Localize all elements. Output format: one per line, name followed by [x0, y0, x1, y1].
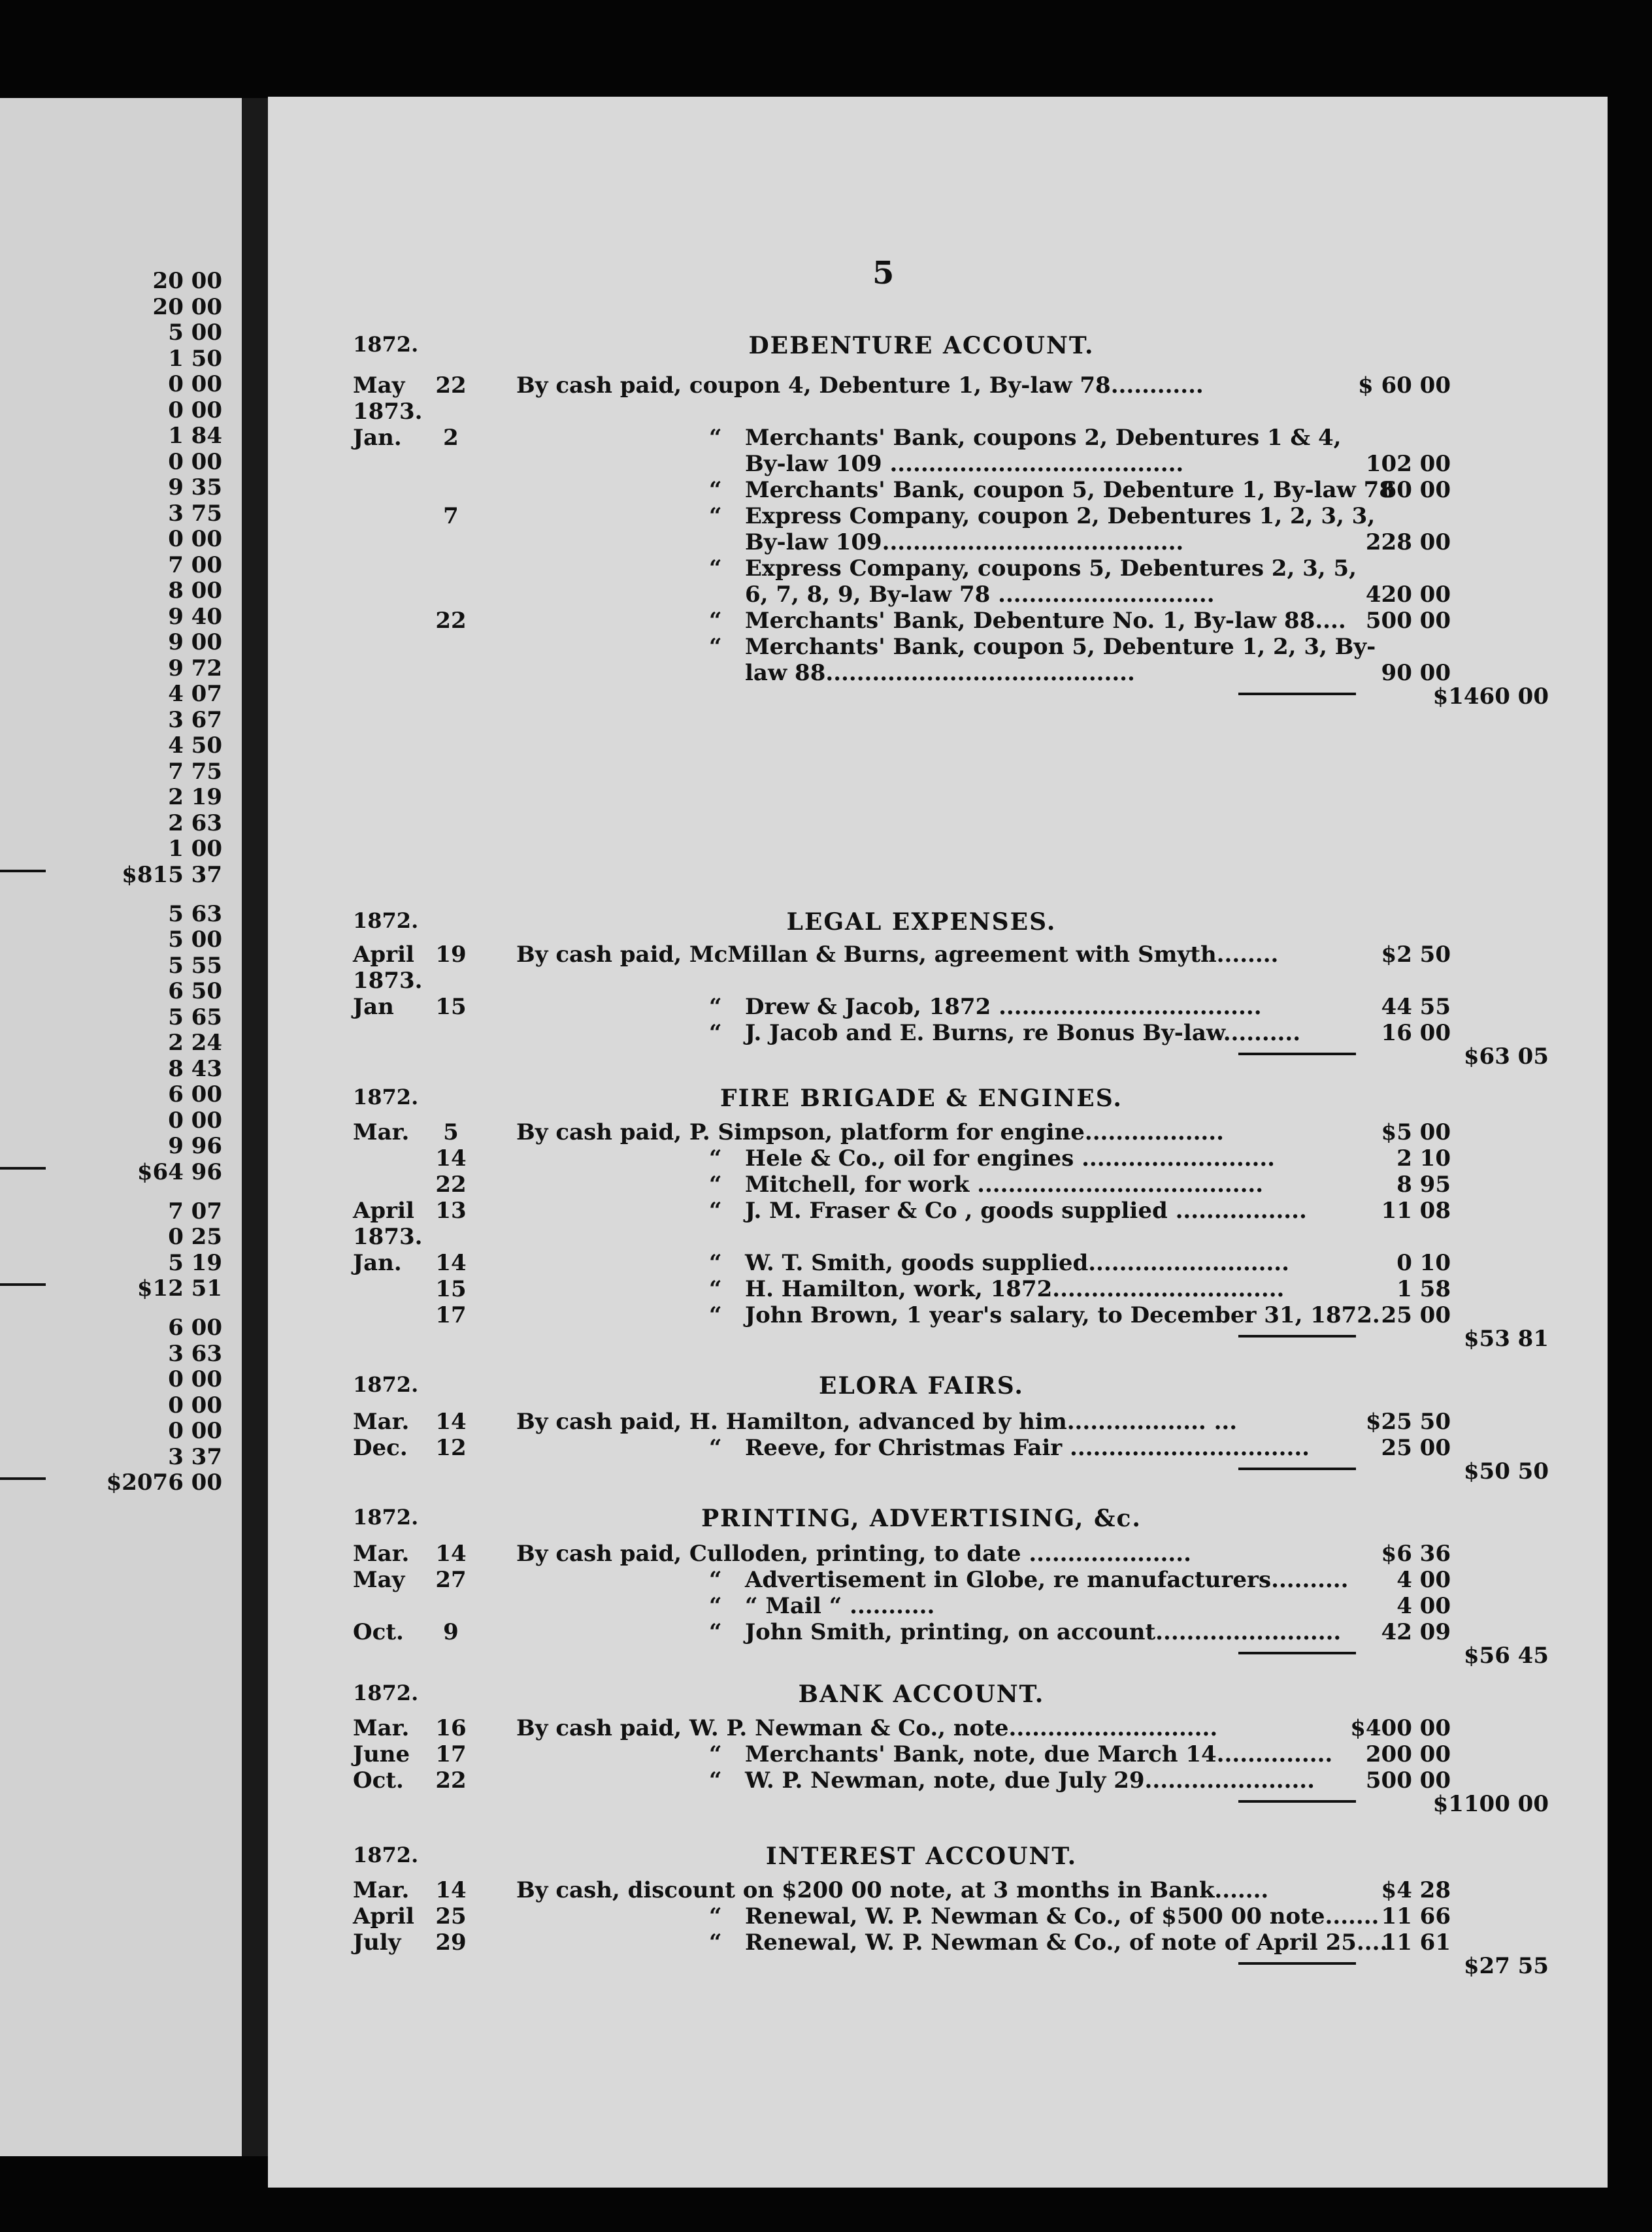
row-day: 16 [435, 1715, 467, 1741]
row-amount: 11 66 [1381, 1903, 1451, 1929]
row-day: 17 [435, 1302, 467, 1328]
ledger-row [353, 529, 1549, 557]
previous-page-rule [0, 1167, 46, 1170]
row-amount: 11 08 [1381, 1198, 1451, 1224]
previous-page-figure: 20 00 [152, 268, 222, 294]
previous-page-figure: 4 07 [168, 681, 222, 707]
ledger-row [353, 1172, 1549, 1199]
row-day: 22 [435, 1172, 467, 1198]
section-total: $63 05 [1463, 1043, 1549, 1070]
row-amount: 60 00 [1381, 477, 1451, 503]
section-year: 1872. [353, 1085, 419, 1109]
row-date: Mar. [353, 1541, 410, 1567]
row-desc: Hele & Co., oil for engines ......................... [745, 1145, 1276, 1172]
row-day: 14 [435, 1877, 467, 1903]
section-year: 1872. [353, 1505, 419, 1530]
row-ditto: “ [709, 1567, 722, 1593]
row-day: 12 [435, 1435, 467, 1461]
previous-page-figure: 9 72 [168, 655, 222, 681]
section-total: $1460 00 [1432, 683, 1549, 710]
row-date: Mar. [353, 1715, 410, 1741]
row-desc: W. T. Smith, goods supplied.......................... [745, 1250, 1289, 1276]
row-lead: By cash paid, Culloden, printing, to date ..................... [516, 1541, 1191, 1567]
row-amount: 228 00 [1365, 529, 1451, 555]
row-day: 15 [435, 994, 467, 1020]
row-amount: $2 50 [1381, 942, 1451, 968]
row-day: 2 [443, 425, 459, 451]
section-total-row [353, 1458, 1549, 1486]
ledger-row [353, 399, 1549, 426]
section-year: 1872. [353, 1372, 419, 1397]
section-year: 1872. [353, 332, 419, 357]
ledger-page [268, 97, 1608, 2188]
ledger-row [353, 634, 1549, 661]
previous-page-figure: 5 65 [168, 1004, 222, 1030]
section-total-row [353, 1643, 1549, 1670]
previous-page-figure: 2 19 [168, 784, 222, 810]
ledger-row [353, 1119, 1549, 1147]
row-desc: Merchants' Bank, note, due March 14............... [745, 1741, 1333, 1767]
previous-page-figure: 0 25 [168, 1224, 222, 1250]
section-total: $27 55 [1463, 1953, 1549, 1979]
row-desc: Advertisement in Globe, re manufacturers.......... [745, 1567, 1349, 1593]
row-amount: $6 36 [1381, 1541, 1451, 1567]
row-desc: By-law 109....................................... [745, 529, 1184, 555]
ledger-row [353, 968, 1549, 995]
row-amount: $ 60 00 [1358, 372, 1451, 399]
row-desc: Express Company, coupon 2, Debentures 1, 2, 3, 3, [745, 503, 1376, 529]
previous-page-figure: 5 00 [168, 320, 222, 346]
section-title: LEGAL EXPENSES. [786, 908, 1057, 936]
section-title: BANK ACCOUNT. [798, 1681, 1045, 1708]
row-ditto: “ [709, 994, 722, 1020]
ledger-row [353, 1877, 1549, 1905]
row-ditto: “ [709, 634, 722, 660]
row-day: 27 [435, 1567, 467, 1593]
row-desc: “ Mail “ ........... [745, 1593, 935, 1619]
row-desc: Merchants' Bank, coupon 5, Debenture 1, By-law 78 [745, 477, 1395, 503]
ledger-row [353, 555, 1549, 583]
ledger-row [353, 1593, 1549, 1620]
previous-page-figure: 6 00 [168, 1081, 222, 1108]
previous-page-figure: 3 67 [168, 706, 222, 733]
row-amount: 102 00 [1365, 451, 1451, 477]
previous-page-figure: 3 37 [168, 1443, 222, 1470]
previous-page-figure: 7 75 [168, 758, 222, 785]
row-desc: 6, 7, 8, 9, By-law 78 ............................ [745, 582, 1215, 608]
ledger-row [353, 477, 1549, 504]
ledger-row [353, 942, 1549, 969]
row-desc: law 88........................................ [745, 660, 1135, 686]
previous-page-figure: 9 00 [168, 629, 222, 655]
previous-page-figure: $2076 00 [106, 1469, 222, 1496]
row-desc: Merchants' Bank, coupons 2, Debentures 1 & 4, [745, 425, 1342, 451]
row-ditto: “ [709, 1767, 722, 1794]
row-desc: Renewal, W. P. Newman & Co., of note of April 25.... [745, 1929, 1388, 1956]
row-date: Mar. [353, 1877, 410, 1903]
row-desc: Express Company, coupons 5, Debentures 2, 3, 5, [745, 555, 1357, 582]
row-day: 19 [435, 942, 467, 968]
row-day: 17 [435, 1741, 467, 1767]
row-desc: H. Hamilton, work, 1872.............................. [745, 1276, 1285, 1302]
row-desc: W. P. Newman, note, due July 29...................... [745, 1767, 1315, 1794]
previous-page-rule [0, 1477, 46, 1480]
previous-page-figure: 2 24 [168, 1030, 222, 1056]
row-desc: Merchants' Bank, coupon 5, Debenture 1, 2, 3, By- [745, 634, 1376, 660]
previous-page-figure: 7 00 [168, 551, 222, 578]
row-date: Jan. [353, 425, 402, 451]
row-ditto: “ [709, 1903, 722, 1929]
section-total-row [353, 1791, 1549, 1818]
row-desc: Drew & Jacob, 1872 .................................. [745, 994, 1262, 1020]
previous-page-figure: 1 84 [168, 423, 222, 449]
ledger-row [353, 994, 1549, 1021]
row-desc: Mitchell, for work ..................................... [745, 1172, 1264, 1198]
ledger-row [353, 1250, 1549, 1277]
previous-page-edge [0, 98, 244, 2156]
row-day: 14 [435, 1145, 467, 1172]
row-ditto: “ [709, 1250, 722, 1276]
row-amount: 4 00 [1396, 1593, 1451, 1619]
row-date: 1873. [353, 399, 423, 425]
previous-page-figure: 0 00 [168, 1418, 222, 1444]
row-amount: 42 09 [1381, 1619, 1451, 1645]
row-day: 14 [435, 1250, 467, 1276]
row-amount: 8 95 [1396, 1172, 1451, 1198]
row-day: 13 [435, 1198, 467, 1224]
row-date: Mar. [353, 1119, 410, 1145]
row-ditto: “ [709, 425, 722, 451]
row-date: May [353, 372, 405, 399]
ledger-row [353, 582, 1549, 609]
previous-page-figure: 3 63 [168, 1340, 222, 1367]
previous-page-rule [0, 870, 46, 872]
row-amount: 25 00 [1381, 1302, 1451, 1328]
previous-page-figure: 1 50 [168, 345, 222, 372]
row-date: Dec. [353, 1435, 408, 1461]
previous-page-figure: 0 00 [168, 1366, 222, 1392]
row-date: April [353, 942, 414, 968]
row-ditto: “ [709, 608, 722, 634]
row-day: 14 [435, 1541, 467, 1567]
row-lead: By cash paid, McMillan & Burns, agreement with Smyth........ [516, 942, 1279, 968]
row-lead: By cash, discount on $200 00 note, at 3 months in Bank....... [516, 1877, 1269, 1903]
row-day: 22 [435, 608, 467, 634]
ledger-row [353, 372, 1549, 400]
row-lead: By cash paid, H. Hamilton, advanced by him.................. ... [516, 1409, 1238, 1435]
previous-page-figure: 5 19 [168, 1249, 222, 1276]
section-title: ELORA FAIRS. [819, 1372, 1024, 1400]
previous-page-figure: 0 00 [168, 448, 222, 475]
previous-page-figure: 6 00 [168, 1315, 222, 1341]
ledger-row [353, 1715, 1549, 1743]
row-date: April [353, 1903, 414, 1929]
row-desc: John Smith, printing, on account........................ [745, 1619, 1342, 1645]
row-amount: $5 00 [1381, 1119, 1451, 1145]
ledger-row [353, 1276, 1549, 1304]
row-day: 5 [443, 1119, 459, 1145]
ledger-row [353, 1198, 1549, 1225]
section-total: $56 45 [1463, 1643, 1549, 1669]
row-desc: Reeve, for Christmas Fair ............................... [745, 1435, 1310, 1461]
previous-page-figure: 9 40 [168, 603, 222, 630]
ledger-row [353, 503, 1549, 531]
row-ditto: “ [709, 1619, 722, 1645]
previous-page-figure: 2 63 [168, 810, 222, 836]
ledger-row [353, 1903, 1549, 1931]
section-title: INTEREST ACCOUNT. [765, 1843, 1078, 1870]
previous-page-figure: 0 00 [168, 1107, 222, 1134]
row-date: Oct. [353, 1619, 404, 1645]
row-date: Jan. [353, 1250, 402, 1276]
ledger-row [353, 1741, 1549, 1769]
section-title: DEBENTURE ACCOUNT. [748, 332, 1095, 359]
ledger-row [353, 1409, 1549, 1436]
ledger-row [353, 608, 1549, 635]
section-title: PRINTING, ADVERTISING, &c. [701, 1505, 1142, 1532]
row-desc: J. M. Fraser & Co , goods supplied ................. [745, 1198, 1307, 1224]
row-amount: 500 00 [1365, 608, 1451, 634]
row-date: May [353, 1567, 405, 1593]
ledger-row [353, 1145, 1549, 1173]
row-day: 29 [435, 1929, 467, 1956]
row-ditto: “ [709, 503, 722, 529]
row-desc: J. Jacob and E. Burns, re Bonus By-law.......... [745, 1020, 1301, 1046]
row-ditto: “ [709, 1145, 722, 1172]
previous-page-figure: 5 00 [168, 927, 222, 953]
row-ditto: “ [709, 1593, 722, 1619]
row-lead: By cash paid, W. P. Newman & Co., note........................... [516, 1715, 1218, 1741]
row-amount: 25 00 [1381, 1435, 1451, 1461]
previous-page-figure: 3 75 [168, 500, 222, 527]
row-ditto: “ [709, 1741, 722, 1767]
row-day: 7 [443, 503, 459, 529]
row-date: 1873. [353, 968, 423, 994]
row-ditto: “ [709, 1929, 722, 1956]
section-total-row [353, 1953, 1549, 1980]
row-day: 9 [443, 1619, 459, 1645]
previous-page-rule [0, 1283, 46, 1286]
previous-page-figure: 8 00 [168, 578, 222, 604]
row-date: Jan [353, 994, 394, 1020]
ledger-row [353, 1567, 1549, 1594]
row-lead: By cash paid, P. Simpson, platform for engine.................. [516, 1119, 1224, 1145]
row-amount: 0 10 [1396, 1250, 1451, 1276]
previous-page-figure: 5 55 [168, 952, 222, 979]
section-year: 1872. [353, 1843, 419, 1867]
row-date: Mar. [353, 1409, 410, 1435]
previous-page-figure: $815 37 [122, 861, 222, 888]
section-year: 1872. [353, 908, 419, 933]
row-date: July [353, 1929, 401, 1956]
previous-page-figure: 0 00 [168, 526, 222, 552]
section-total-row [353, 1043, 1549, 1071]
row-date: 1873. [353, 1224, 423, 1250]
ledger-row [353, 425, 1549, 452]
section-title: FIRE BRIGADE & ENGINES. [720, 1085, 1123, 1112]
previous-page-figure: 0 00 [168, 1392, 222, 1419]
row-desc: Renewal, W. P. Newman & Co., of $500 00 note....... [745, 1903, 1379, 1929]
previous-page-figure: 5 63 [168, 900, 222, 927]
book-spine [242, 98, 268, 2156]
ledger-row [353, 1541, 1549, 1568]
ledger-row [353, 451, 1549, 478]
previous-page-figure: 7 07 [168, 1198, 222, 1224]
previous-page-figure: 0 00 [168, 397, 222, 423]
row-amount: 16 00 [1381, 1020, 1451, 1046]
row-ditto: “ [709, 1020, 722, 1046]
row-amount: 2 10 [1396, 1145, 1451, 1172]
section-total-row [353, 683, 1549, 711]
row-ditto: “ [709, 477, 722, 503]
row-amount: 44 55 [1381, 994, 1451, 1020]
row-amount: $25 50 [1365, 1409, 1451, 1435]
row-lead: By cash paid, coupon 4, Debenture 1, By-law 78............ [516, 372, 1204, 399]
section-total-row [353, 1326, 1549, 1353]
previous-page-figure: $12 51 [137, 1275, 222, 1302]
previous-page-figure: 8 43 [168, 1055, 222, 1082]
row-day: 22 [435, 1767, 467, 1794]
row-ditto: “ [709, 555, 722, 582]
previous-page-figure: 4 50 [168, 732, 222, 759]
row-date: April [353, 1198, 414, 1224]
row-desc: John Brown, 1 year's salary, to December 31, 1872. [745, 1302, 1380, 1328]
row-day: 22 [435, 372, 467, 399]
row-amount: $400 00 [1350, 1715, 1451, 1741]
row-amount: 1 58 [1396, 1276, 1451, 1302]
section-year: 1872. [353, 1681, 419, 1705]
previous-page-figure: 6 50 [168, 978, 222, 1004]
row-day: 25 [435, 1903, 467, 1929]
previous-page-figure: $64 96 [137, 1158, 222, 1185]
row-day: 15 [435, 1276, 467, 1302]
row-day: 14 [435, 1409, 467, 1435]
row-ditto: “ [709, 1302, 722, 1328]
row-date: Oct. [353, 1767, 404, 1794]
row-amount: 420 00 [1365, 582, 1451, 608]
page-number: 5 [872, 255, 895, 291]
ledger-row [353, 1224, 1549, 1251]
previous-page-figure: 20 00 [152, 293, 222, 320]
section-total: $53 81 [1463, 1326, 1549, 1352]
previous-page-figure: 9 96 [168, 1133, 222, 1159]
row-amount: 11 61 [1381, 1929, 1451, 1956]
row-ditto: “ [709, 1198, 722, 1224]
section-total: $50 50 [1463, 1458, 1549, 1485]
row-desc: By-law 109 ...................................... [745, 451, 1184, 477]
previous-page-figure: 9 35 [168, 474, 222, 501]
row-ditto: “ [709, 1435, 722, 1461]
row-amount: 500 00 [1365, 1767, 1451, 1794]
row-amount: 90 00 [1381, 660, 1451, 686]
row-ditto: “ [709, 1172, 722, 1198]
row-ditto: “ [709, 1276, 722, 1302]
section-total: $1100 00 [1432, 1791, 1549, 1817]
row-amount: 4 00 [1396, 1567, 1451, 1593]
previous-page-figure: 0 00 [168, 371, 222, 397]
previous-page-figure: 1 00 [168, 836, 222, 862]
row-desc: Merchants' Bank, Debenture No. 1, By-law 88.... [745, 608, 1346, 634]
row-amount: 200 00 [1365, 1741, 1451, 1767]
row-date: June [353, 1741, 410, 1767]
row-amount: $4 28 [1381, 1877, 1451, 1903]
